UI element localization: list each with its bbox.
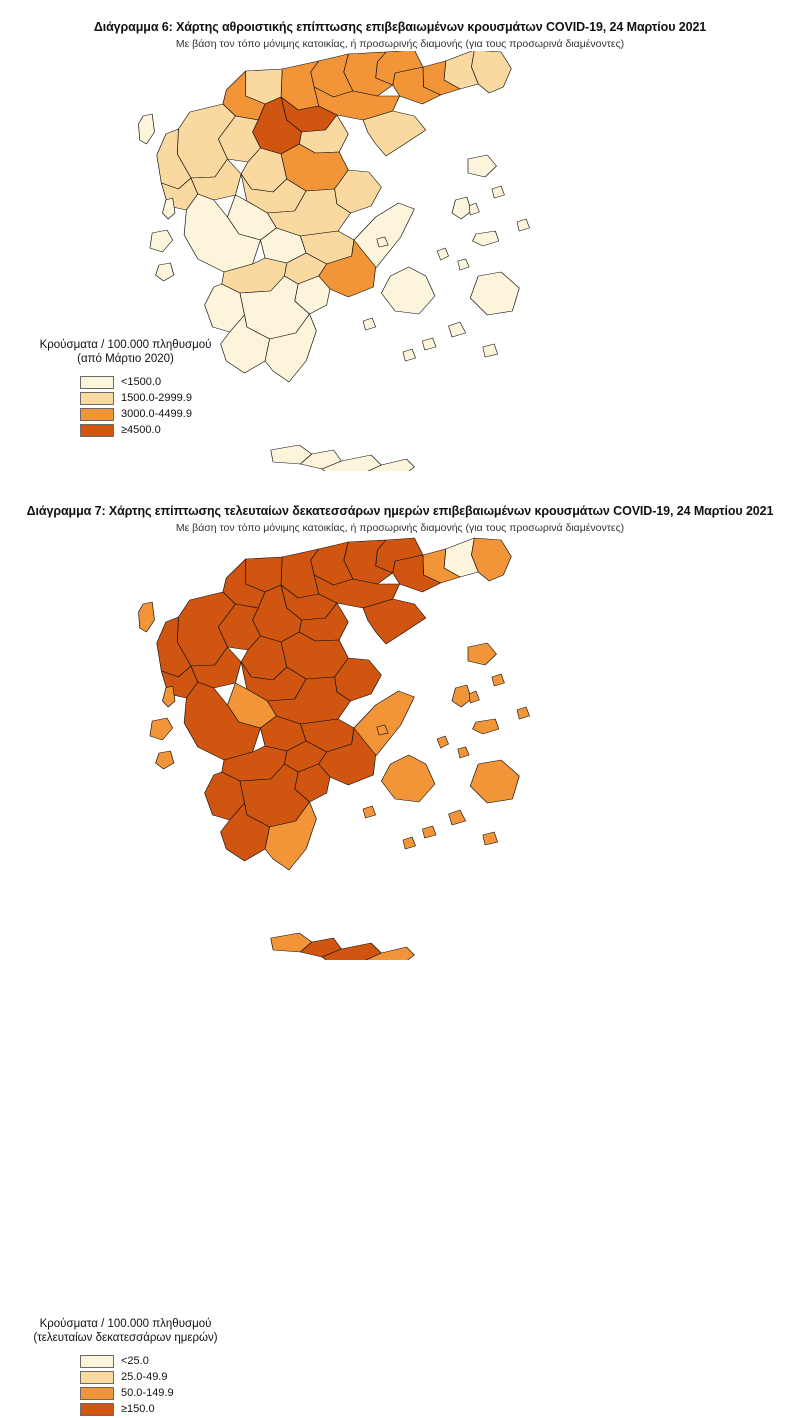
- map-island: [449, 810, 466, 825]
- map-island: [437, 736, 448, 748]
- greece-choropleth-map-7: [0, 535, 800, 960]
- legend-items-7: [80, 1354, 233, 1417]
- chart-title-6: Διάγραμμα 6: Χάρτης αθροιστικής επίπτωσης επιβεβαιωμένων κρουσμάτων COVID-19, 24 Μαρτίου 2021: [93, 20, 707, 34]
- map-island: [517, 707, 530, 719]
- map-region: [150, 718, 173, 740]
- legend-title-line2-6: (από Μάρτιο 2020): [77, 353, 174, 366]
- legend-label: 1500.0-2999.9: [121, 391, 192, 404]
- map-region: [452, 685, 471, 707]
- chart-title-7: Διάγραμμα 7: Χάρτης επίπτωσης τελευταίων δεκατεσσάρων ημερών επιβεβαιωμένων κρουσμάτων COVID-19, 24 Μαρτίου 2021: [26, 504, 774, 518]
- map-svg-7: [0, 535, 800, 960]
- map-island: [458, 259, 469, 270]
- legend-label: 50.0-149.9: [121, 1386, 174, 1399]
- map-legend-7: [18, 1317, 233, 1418]
- map-island: [403, 837, 416, 849]
- legend-title-line1-6: Κρούσματα / 100.000 πληθυσμού: [39, 339, 212, 351]
- legend-label: ≥4500.0: [121, 423, 161, 436]
- map-island: [492, 674, 505, 686]
- map-region: [139, 114, 155, 144]
- legend-label: <1500.0: [121, 375, 162, 388]
- map-region: [468, 155, 497, 177]
- map-region: [156, 751, 174, 769]
- chart-block-diagram-7: [0, 492, 800, 1415]
- chart-subtitle-7: Με βάση τον τόπο μόνιμης κατοικίας, ή προσωρινής διαμονής (για τους προσωρινά διαμένοντες): [175, 522, 625, 534]
- legend-label: ≥150.0: [121, 1402, 155, 1415]
- map-region: [381, 267, 435, 314]
- legend-row: [80, 1386, 233, 1401]
- legend-title-line1-7: Κρούσματα / 100.000 πληθυσμού: [39, 1318, 212, 1330]
- legend-items-6: [80, 375, 233, 438]
- map-region: [381, 755, 435, 802]
- legend-swatch: [80, 424, 114, 437]
- legend-swatch: [80, 1403, 114, 1416]
- legend-row: [80, 1370, 233, 1385]
- legend-row: [80, 407, 233, 422]
- legend-row: [80, 375, 233, 390]
- map-region: [156, 263, 174, 281]
- map-island: [517, 219, 530, 231]
- map-region: [471, 51, 511, 93]
- map-region: [470, 760, 519, 803]
- map-region: [162, 198, 175, 219]
- map-region: [452, 197, 471, 219]
- chart-block-diagram-6: [0, 0, 800, 492]
- map-region: [470, 272, 519, 315]
- map-island: [483, 832, 498, 845]
- map-region: [468, 643, 497, 665]
- map-island: [422, 826, 436, 838]
- map-island: [469, 691, 479, 703]
- map-region: [139, 602, 155, 632]
- map-island: [449, 322, 466, 337]
- map-legend-6: [18, 338, 233, 439]
- map-island: [403, 349, 416, 361]
- map-island: [483, 344, 498, 357]
- map-region: [150, 230, 173, 252]
- map-region: [363, 111, 426, 156]
- legend-swatch: [80, 392, 114, 405]
- map-island: [469, 203, 479, 215]
- map-island: [363, 806, 376, 818]
- legend-row: [80, 423, 233, 438]
- map-island: [458, 747, 469, 758]
- map-island: [363, 318, 376, 330]
- legend-label: 3000.0-4499.9: [121, 407, 192, 420]
- legend-swatch: [80, 1355, 114, 1368]
- legend-swatch: [80, 1387, 114, 1400]
- chart-subtitle-6: Με βάση τον τόπο μόνιμης κατοικίας, ή προσωρινής διαμονής (για τους προσωρινά διαμένοντες): [175, 38, 625, 50]
- map-region: [363, 599, 426, 644]
- map-region: [473, 231, 499, 246]
- map-region: [162, 686, 175, 707]
- map-region: [471, 538, 511, 581]
- legend-row: [80, 391, 233, 406]
- legend-swatch: [80, 376, 114, 389]
- legend-swatch: [80, 408, 114, 421]
- map-island: [492, 186, 505, 198]
- map-regions-group: [139, 538, 530, 960]
- map-region: [473, 719, 499, 734]
- legend-label: 25.0-49.9: [121, 1370, 168, 1383]
- legend-row: [80, 1402, 233, 1417]
- legend-label: <25.0: [121, 1354, 149, 1367]
- map-island: [437, 248, 448, 260]
- legend-swatch: [80, 1371, 114, 1384]
- legend-row: [80, 1354, 233, 1369]
- legend-title-line2-7: (τελευταίων δεκατεσσάρων ημερών): [33, 1332, 218, 1345]
- map-island: [422, 338, 436, 350]
